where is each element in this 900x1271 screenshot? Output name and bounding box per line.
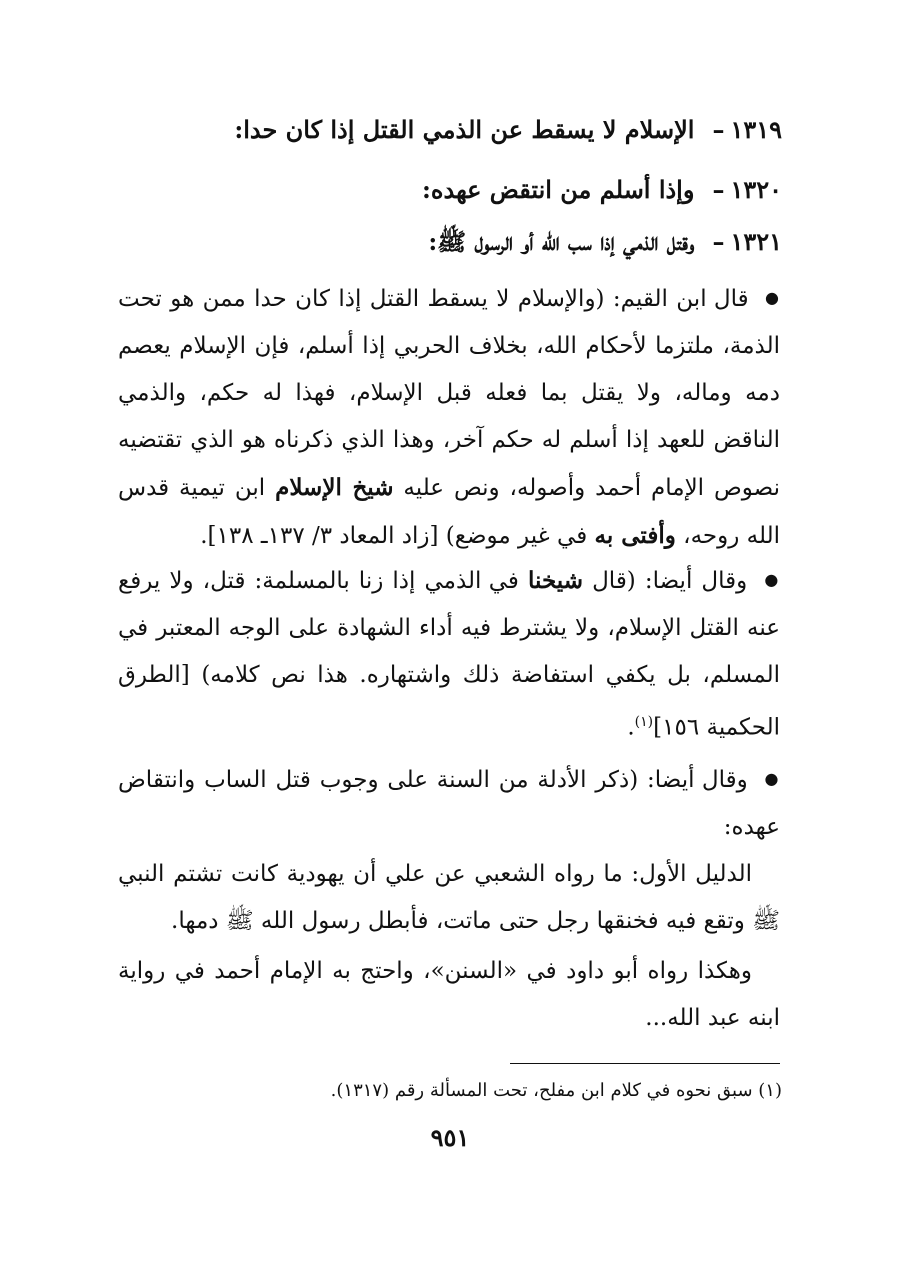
paragraph-abu-dawud bbox=[118, 948, 780, 1042]
heading-1319: ١٣١٩–الإسلام لا يسقط عن الذمي القتل إذا كان حدا: bbox=[234, 110, 782, 150]
heading-number: ١٣٢١ bbox=[730, 227, 782, 256]
paragraph-text: وقال أيضا: (ذكر الأدلة من السنة على وجوب قتل الساب وانتقاض عهده: bbox=[118, 767, 780, 840]
paragraph-ibn-qayyim bbox=[118, 274, 780, 560]
paragraph-text: قال ابن القيم: (والإسلام لا يسقط القتل إذا كان حدا ممن هو تحت الذمة، ملتزما لأحكام الله، بخلاف الحربي إذا أسلم، فإن الإسلام يعصم دمه وماله، ولا يقتل بما فعله قبل الإسلام، فهذا له حكم، والذمي الناقض للعهد إذا أسلم له حكم آخر، وهذا الذي ذكرناه هو الذي تقتضيه نصوص الإمام أحمد وأصوله، ونص عليه bbox=[118, 286, 781, 501]
page-number: ٩٥١ bbox=[430, 1123, 470, 1152]
bullet-icon: ● bbox=[764, 769, 781, 788]
bullet-icon: ● bbox=[764, 288, 780, 307]
paragraph-text: ابن تيمية قدس الله روحه، bbox=[118, 475, 780, 549]
footnote-marker[interactable]: (١) bbox=[634, 714, 654, 730]
footnote-divider bbox=[510, 1063, 780, 1064]
bold-term: شيخنا bbox=[528, 567, 584, 594]
bold-term: وأفتى به bbox=[594, 522, 676, 549]
paragraph-first-evidence bbox=[118, 851, 780, 945]
paragraph-text: وقال أيضا: (قال bbox=[592, 568, 748, 594]
paragraph-text: الدليل الأول: ما رواه الشعبي عن علي أن يهودية كانت تشتم النبي ﷺ وتقع فيه فخنقها رجل حتى ماتت، فأبطل رسول الله ﷺ دمها. bbox=[118, 861, 780, 934]
paragraph-zina bbox=[118, 556, 780, 752]
footnote: (١) سبق نحوه في كلام ابن مفلح، تحت المسألة رقم (١٣١٧). bbox=[330, 1080, 782, 1101]
heading-title: الإسلام لا يسقط عن الذمي القتل إذا كان حدا: bbox=[234, 115, 695, 144]
paragraph-text: وهكذا رواه أبو داود في «السنن»، واحتج به الإمام أحمد في رواية ابنه عبد الله... bbox=[118, 958, 780, 1031]
paragraph-text: في الذمي إذا زنا بالمسلمة: قتل، ولا يرفع عنه القتل الإسلام، ولا يشترط فيه أداء الشهادة على الوجه المعتبر في المسلم، بل يكفي استفاضة ذلك واشتهاره. هذا نص كلامه) [الطرق الحكمية ١٥٦] bbox=[118, 568, 780, 741]
heading-number: ١٣٢٠ bbox=[730, 175, 782, 204]
heading-1320: ١٣٢٠–وإذا أسلم من انتقض عهده: bbox=[422, 170, 782, 210]
heading-number: ١٣١٩ bbox=[730, 115, 782, 144]
heading-title: وقتل الذمي إذا سب الله أو الرسول ﷺ: bbox=[428, 227, 695, 256]
paragraph-end: . bbox=[627, 714, 635, 741]
bullet-icon: ● bbox=[764, 570, 781, 589]
paragraph-text: في غير موضع) [زاد المعاد ٣/ ١٣٧ـ ١٣٨]. bbox=[200, 523, 588, 549]
heading-1321: ١٣٢١–وقتل الذمي إذا سب الله أو الرسول ﷺ: bbox=[428, 222, 782, 262]
heading-title: وإذا أسلم من انتقض عهده: bbox=[422, 175, 695, 204]
bold-term: شيخ الإسلام bbox=[275, 474, 394, 501]
paragraph-evidence-intro bbox=[118, 755, 780, 851]
